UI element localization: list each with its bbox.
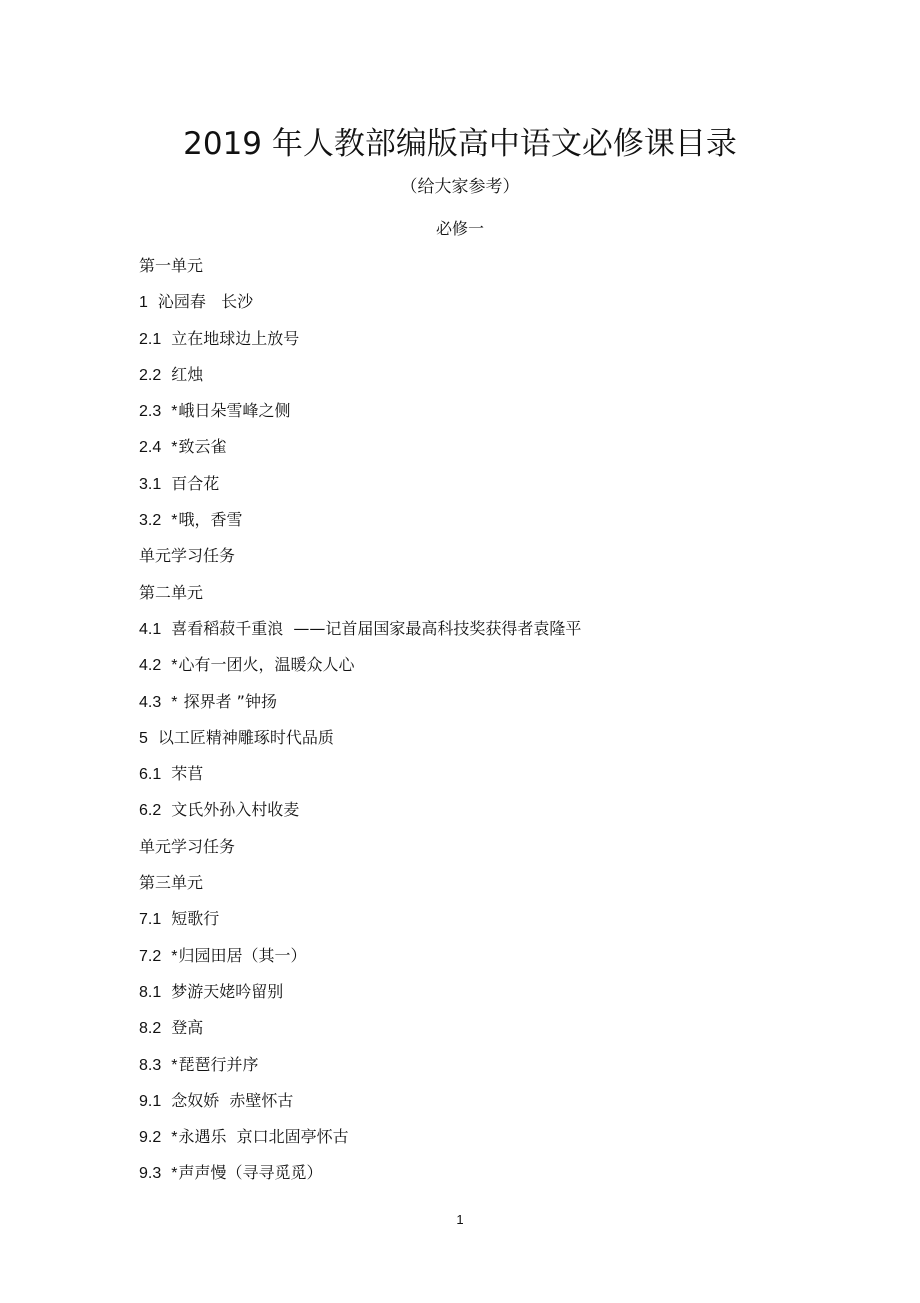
toc-entry: [139, 797, 839, 833]
entry-number: 2.3: [139, 403, 162, 421]
entry-title: 红烛: [171, 364, 204, 384]
entry-title: 永遇乐 京口北固亭怀古: [178, 1127, 349, 1147]
entry-title: 第一单元: [139, 256, 204, 275]
table-of-contents: [139, 253, 839, 1197]
entry-number: 9.1: [139, 1092, 162, 1110]
entry-title: 登高: [171, 1018, 204, 1038]
entry-title: 短歌行: [171, 909, 220, 929]
entry-number: 6.2: [139, 802, 162, 820]
section-heading: 必修一: [435, 219, 484, 238]
entry-number: 6.1: [139, 766, 162, 784]
entry-title: 单元学习任务: [139, 836, 236, 856]
entry-number: 8.3: [139, 1056, 162, 1074]
toc-entry: [139, 943, 839, 979]
toc-entry: [139, 906, 839, 942]
entry-title: 声声慢（寻寻觅觅）: [178, 1163, 323, 1183]
entry-title: 哦，香雪: [178, 510, 243, 530]
optional-marker: *: [171, 1129, 178, 1147]
entry-number: 3.2: [139, 512, 162, 530]
entry-title: 探界者 ”钟扬: [178, 691, 277, 711]
unit-heading: [139, 834, 839, 870]
optional-marker: *: [171, 693, 178, 711]
toc-entry: [139, 1015, 839, 1051]
entry-number: 8.1: [139, 983, 162, 1001]
entry-number: 9.2: [139, 1129, 162, 1147]
entry-title: 百合花: [171, 473, 220, 493]
toc-entry: [139, 507, 839, 543]
entry-number: 9.3: [139, 1165, 162, 1183]
optional-marker: *: [171, 657, 178, 675]
entry-title: 喜看稻菽千重浪 ——记首届国家最高科技奖获得者袁隆平: [171, 618, 582, 638]
unit-heading: [139, 543, 839, 579]
entry-title: 心有一团火，温暖众人心: [178, 655, 355, 675]
entry-title: 立在地球边上放号: [171, 328, 300, 348]
toc-entry: [139, 1052, 839, 1088]
entry-number: 2.2: [139, 366, 162, 384]
entry-title: 沁园春 长沙: [157, 292, 254, 312]
toc-entry: [139, 725, 839, 761]
entry-number: 4.1: [139, 620, 162, 638]
entry-title: 以工匠精神雕琢时代品质: [157, 727, 334, 747]
toc-entry: [139, 689, 839, 725]
optional-marker: *: [171, 947, 178, 965]
toc-entry: [139, 434, 839, 470]
entry-title: 文氏外孙入村收麦: [171, 800, 300, 820]
entry-number: 4.2: [139, 657, 162, 675]
unit-heading: [139, 580, 839, 616]
entry-title: 梦游天姥吟留别: [171, 981, 284, 1001]
optional-marker: *: [171, 439, 178, 457]
entry-number: 2.4: [139, 439, 162, 457]
entry-number: 7.1: [139, 911, 162, 929]
toc-entry: [139, 1160, 839, 1196]
entry-title: 芣苢: [171, 764, 204, 784]
toc-entry: [139, 652, 839, 688]
document-title: 2019 年人教部编版高中语文必修课目录: [183, 126, 737, 162]
toc-entry: [139, 616, 839, 652]
entry-number: 1: [139, 294, 148, 312]
entry-title: 念奴娇 赤壁怀古: [171, 1090, 294, 1110]
document-subtitle: （给大家参考）: [400, 177, 520, 197]
toc-entry: [139, 1088, 839, 1124]
optional-marker: *: [171, 1056, 178, 1074]
entry-number: 4.3: [139, 693, 162, 711]
entry-number: 5: [139, 729, 148, 747]
page-number: 1: [456, 1212, 464, 1227]
entry-number: 3.1: [139, 475, 162, 493]
entry-number: 2.1: [139, 330, 162, 348]
entry-title: 峨日朵雪峰之侧: [178, 401, 291, 421]
toc-entry: [139, 362, 839, 398]
entry-title: 致云雀: [178, 437, 227, 457]
entry-title: 第二单元: [139, 582, 204, 602]
optional-marker: *: [171, 1165, 178, 1183]
toc-entry: [139, 289, 839, 325]
entry-number: 7.2: [139, 947, 162, 965]
entry-title: 第三单元: [139, 873, 204, 893]
entry-title: 琵琶行并序: [178, 1054, 259, 1074]
unit-heading: [139, 870, 839, 906]
toc-entry: [139, 326, 839, 362]
toc-entry: [139, 471, 839, 507]
optional-marker: *: [171, 512, 178, 530]
optional-marker: *: [171, 403, 178, 421]
toc-entry: [139, 398, 839, 434]
toc-entry: [139, 1124, 839, 1160]
entry-number: 8.2: [139, 1020, 162, 1038]
entry-title: 单元学习任务: [139, 546, 236, 566]
toc-entry: [139, 979, 839, 1015]
unit-heading: [139, 253, 839, 289]
toc-entry: [139, 761, 839, 797]
entry-title: 归园田居（其一）: [178, 945, 307, 965]
